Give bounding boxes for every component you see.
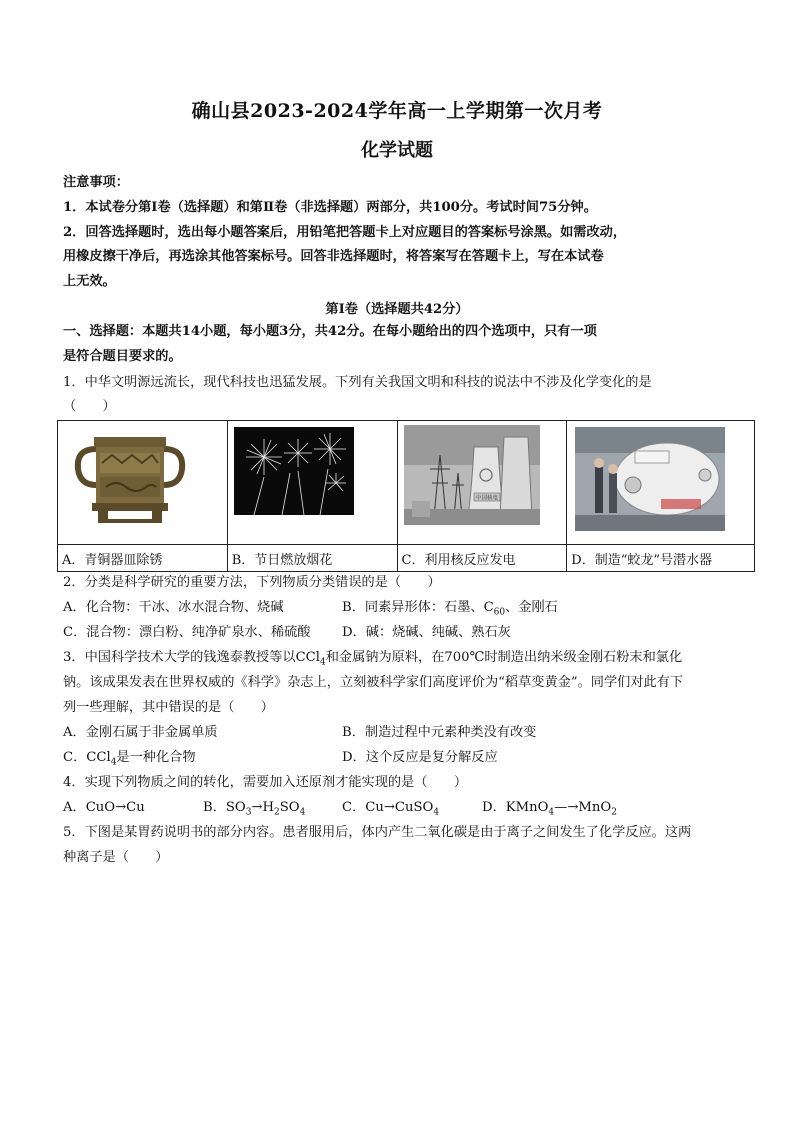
submersible-image <box>575 427 725 531</box>
q3-option-c: C．CCl$_4$是一种化合物 <box>63 750 196 768</box>
q4-stem: 4．实现下列物质之间的转化，需要加入还原剂才能实现的是（ ） <box>63 775 468 790</box>
notes-line-1: 1．本试卷分第Ⅰ卷（选择题）和第Ⅱ卷（非选择题）两部分，共100分。考试时间75分钟。 <box>63 200 597 215</box>
q1-blank: （ ） <box>63 399 116 414</box>
q1-image-table <box>57 420 755 572</box>
q4-option-b: B．$SO_3\to H_2SO_4$ <box>203 800 306 818</box>
q1-option-a: A．青铜器皿除锈 <box>58 545 228 572</box>
notes-line-2c: 上无效。 <box>63 274 116 289</box>
q4-option-a: A．CuO→Cu <box>63 800 145 815</box>
q3-option-b: B．制造过程中元素种类没有改变 <box>342 725 537 740</box>
q1-option-d: D．制造“蛟龙”号潜水器 <box>567 545 755 572</box>
q5-line-1: 5．下图是某胃药说明书的部分内容。患者服用后，体内产生二氧化碳是由于离子之间发生了化学反应。这两 <box>63 825 692 840</box>
q3-option-a: A．金刚石属于非金属单质 <box>63 725 218 740</box>
q3-option-d: D．这个反应是复分解反应 <box>342 750 498 765</box>
q2-stem: 2．分类是科学研究的重要方法，下列物质分类错误的是（ ） <box>63 575 441 590</box>
q1-image-cell-a <box>58 421 228 545</box>
exam-subject: 化学试题 <box>361 140 433 161</box>
q5-line-2: 种离子是（ ） <box>63 850 169 865</box>
q1-image-cell-c <box>397 421 567 545</box>
exam-title: 确山县2023-2024学年高一上学期第一次月考 <box>191 100 603 122</box>
nuclear-plant-image <box>404 425 540 525</box>
q2-option-a: A．化合物：干冰、冰水混合物、烧碱 <box>63 600 284 615</box>
q4-option-c: C．Cu→CuSO$_4$ <box>342 800 440 818</box>
q2-option-d: D．碱：烧碱、纯碱、熟石灰 <box>342 625 511 640</box>
q2-option-c: C．混合物：漂白粉、纯净矿泉水、稀硫酸 <box>63 625 311 640</box>
q3-line-2: 钠。该成果发表在世界权威的《科学》杂志上，立刻被科学家们高度评价为“稻草变黄金”。同学们对此有下 <box>63 675 684 690</box>
q1-option-c: C．利用核反应发电 <box>397 545 567 572</box>
notes-line-2a: 2．回答选择题时，选出每小题答案后，用铅笔把答题卡上对应题目的答案标号涂黑。如需改动， <box>63 225 627 240</box>
notes-heading: 注意事项： <box>63 175 129 190</box>
q3-line-3: 列一些理解，其中错误的是（ ） <box>63 700 274 715</box>
bronze-vessel-image <box>66 427 194 527</box>
q1-stem: 1．中华文明源远流长，现代科技也迅猛发展。下列有关我国文明和科技的说法中不涉及化学变化的是 <box>63 375 652 390</box>
q1-option-b: B．节日燃放烟花 <box>227 545 397 572</box>
q3-line-1: 3．中国科学技术大学的钱逸泰教授等以CCl$_4$和金属钠为原料，在700℃时制造出纳米级金刚石粉末和氯化 <box>63 650 683 668</box>
q2-option-b: B．同素异形体：石墨、$C_{60}$、金刚石 <box>342 600 558 618</box>
q1-image-cell-d <box>567 421 755 545</box>
q1-image-cell-b <box>227 421 397 545</box>
section-intro-b: 是符合题目要求的。 <box>63 349 182 364</box>
section-title: 第Ⅰ卷（选择题共42分） <box>325 302 469 317</box>
fireworks-image <box>234 427 354 515</box>
notes-line-2b: 用橡皮擦干净后，再选涂其他答案标号。回答非选择题时，将答案写在答题卡上，写在本试卷 <box>63 249 604 264</box>
section-intro-a: 一、选择题：本题共14小题，每小题3分，共42分。在每小题给出的四个选项中，只有一项 <box>63 324 597 339</box>
nuclear-badge-text: 中国核电 <box>475 495 498 502</box>
q4-option-d: D．KMnO$_4$—→MnO$_2$ <box>482 800 617 818</box>
